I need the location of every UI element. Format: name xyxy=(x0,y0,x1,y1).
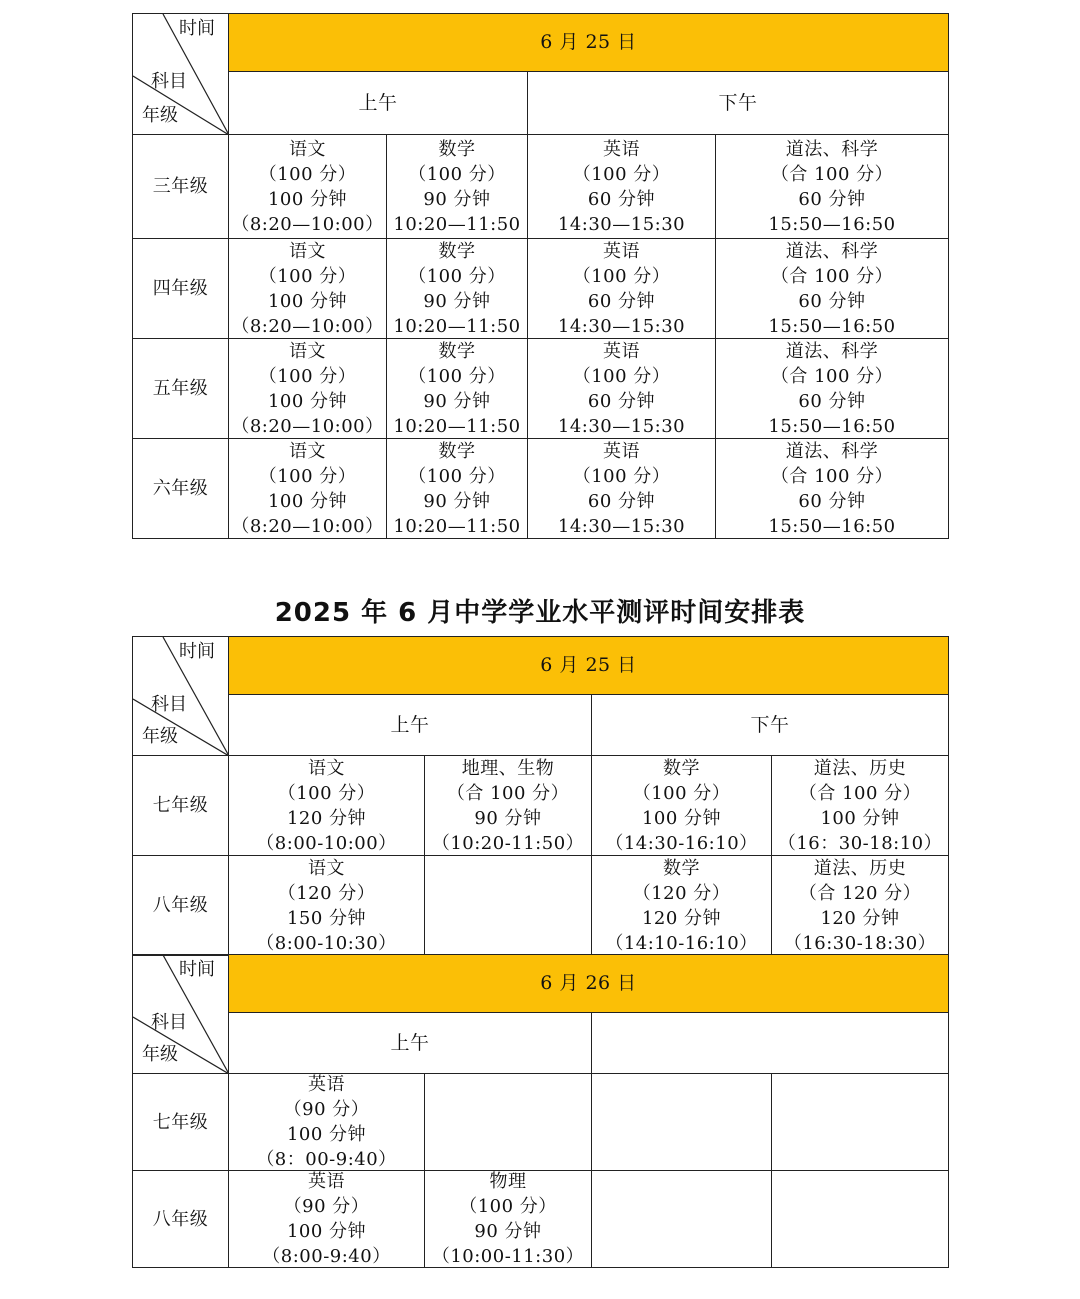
exam-line: 100 分钟 xyxy=(286,1124,367,1145)
exam-line: 14:30—15:30 xyxy=(557,315,686,337)
exam-line: 120 分钟 xyxy=(286,807,367,829)
exam-cell xyxy=(591,1170,772,1268)
exam-line: （合 100 分） xyxy=(770,465,894,487)
exam-line: 100 分钟 xyxy=(820,807,900,829)
exam-line: 道法、科学 xyxy=(785,440,879,462)
corner-grade-label: 年级 xyxy=(142,726,178,747)
date-header-cell: 6 月 25 日 xyxy=(228,636,949,695)
exam-line: 道法、科学 xyxy=(785,340,879,362)
exam-cell xyxy=(771,855,949,956)
corner-header-cell xyxy=(132,636,229,756)
exam-line: 物理 xyxy=(489,1171,527,1192)
grade-cell: 八年级 xyxy=(132,855,229,956)
exam-line: 地理、生物 xyxy=(461,757,555,779)
corner-subject-label: 科目 xyxy=(151,71,187,92)
morning-header-cell: 上午 xyxy=(228,1012,592,1074)
exam-cell xyxy=(424,1073,592,1171)
exam-line: （100 分） xyxy=(408,465,506,487)
exam-line: 道法、科学 xyxy=(785,240,879,262)
exam-line: （100 分） xyxy=(572,265,671,287)
exam-line: 英语 xyxy=(603,440,640,462)
corner-header-cell xyxy=(132,13,229,135)
exam-line: 60 分钟 xyxy=(798,390,866,412)
afternoon-header-cell: 下午 xyxy=(591,694,949,756)
exam-cell xyxy=(527,438,716,539)
corner-subject-label: 科目 xyxy=(151,1012,187,1033)
exam-line: 14:30—15:30 xyxy=(557,515,686,537)
grade-cell: 四年级 xyxy=(132,238,229,339)
exam-line: 道法、历史 xyxy=(813,757,907,779)
grade-cell: 八年级 xyxy=(132,1170,229,1268)
exam-line: （100 分） xyxy=(258,265,357,287)
exam-line: 100 分钟 xyxy=(267,290,348,312)
exam-line: 英语 xyxy=(603,240,640,262)
exam-cell xyxy=(228,1073,425,1171)
exam-cell xyxy=(771,755,949,856)
exam-cell xyxy=(715,238,949,339)
grade-cell: 六年级 xyxy=(132,438,229,539)
exam-line: 数学 xyxy=(663,857,700,879)
exam-cell xyxy=(228,338,387,439)
exam-line: 10:20—11:50 xyxy=(393,213,521,235)
exam-line: 15:50—16:50 xyxy=(768,515,896,537)
exam-line: 英语 xyxy=(603,340,640,362)
exam-line: （100 分） xyxy=(459,1196,557,1217)
exam-line: 90 分钟 xyxy=(474,1221,542,1242)
exam-line: 60 分钟 xyxy=(798,188,866,210)
exam-line: （100 分） xyxy=(258,163,357,185)
corner-grade-label: 年级 xyxy=(142,105,178,126)
corner-subject-label: 科目 xyxy=(151,694,187,715)
exam-line: 英语 xyxy=(308,1074,345,1095)
exam-cell xyxy=(228,855,425,956)
grade-cell: 七年级 xyxy=(132,755,229,856)
exam-line: （8：00-9:40） xyxy=(256,1149,397,1170)
exam-line: 数学 xyxy=(438,440,476,462)
exam-line: （120 分） xyxy=(277,882,376,904)
exam-line: （100 分） xyxy=(258,365,357,387)
exam-cell xyxy=(527,134,716,239)
exam-line: 60 分钟 xyxy=(798,290,866,312)
exam-line: 14:30—15:30 xyxy=(557,415,686,437)
exam-line: （100 分） xyxy=(408,163,506,185)
exam-line: （8:00-10:30） xyxy=(256,932,397,954)
exam-line: 10:20—11:50 xyxy=(393,315,521,337)
afternoon-header-cell: 下午 xyxy=(527,71,949,135)
exam-line: （合 100 分） xyxy=(770,163,894,185)
exam-line: 道法、科学 xyxy=(785,138,879,160)
exam-line: （8:20—10:00） xyxy=(231,213,384,235)
exam-line: （100 分） xyxy=(572,465,671,487)
exam-line: 15:50—16:50 xyxy=(768,315,896,337)
exam-line: （100 分） xyxy=(408,265,506,287)
corner-grade-label: 年级 xyxy=(142,1044,178,1065)
exam-line: 数学 xyxy=(438,138,476,160)
exam-cell xyxy=(527,238,716,339)
exam-cell xyxy=(228,1170,425,1268)
grade-cell: 七年级 xyxy=(132,1073,229,1171)
exam-line: 数学 xyxy=(438,240,476,262)
exam-line: 100 分钟 xyxy=(267,390,348,412)
exam-line: 10:20—11:50 xyxy=(393,415,521,437)
exam-line: （8:20—10:00） xyxy=(231,315,384,337)
exam-line: （8:00-10:00） xyxy=(256,832,397,854)
exam-line: 90 分钟 xyxy=(423,490,491,512)
exam-line: 120 分钟 xyxy=(641,907,722,929)
exam-cell xyxy=(424,855,592,956)
exam-line: （16:30-18:30） xyxy=(783,932,937,954)
exam-line: 60 分钟 xyxy=(587,390,656,412)
exam-line: （合 100 分） xyxy=(446,782,570,804)
exam-line: 10:20—11:50 xyxy=(393,515,521,537)
exam-cell xyxy=(228,134,387,239)
exam-line: （100 分） xyxy=(277,782,376,804)
exam-line: （10:20-11:50） xyxy=(431,832,585,854)
exam-line: 90 分钟 xyxy=(423,188,491,210)
exam-line: （合 100 分） xyxy=(770,365,894,387)
exam-line: 语文 xyxy=(289,340,326,362)
exam-line: 语文 xyxy=(308,857,345,879)
date-header-cell: 6 月 25 日 xyxy=(228,13,949,72)
exam-line: （8:00-9:40） xyxy=(262,1246,391,1267)
exam-cell xyxy=(386,338,528,439)
exam-line: 60 分钟 xyxy=(587,490,656,512)
exam-cell xyxy=(591,755,772,856)
exam-line: （100 分） xyxy=(632,782,731,804)
exam-cell xyxy=(386,238,528,339)
exam-cell xyxy=(715,438,949,539)
exam-line: 数学 xyxy=(663,757,700,779)
morning-header-cell: 上午 xyxy=(228,71,528,135)
exam-line: 数学 xyxy=(438,340,476,362)
exam-line: 英语 xyxy=(603,138,640,160)
exam-cell xyxy=(424,755,592,856)
exam-line: 60 分钟 xyxy=(587,290,656,312)
exam-line: 90 分钟 xyxy=(423,390,491,412)
exam-cell xyxy=(228,238,387,339)
exam-line: （90 分） xyxy=(283,1196,370,1217)
exam-line: 15:50—16:50 xyxy=(768,415,896,437)
exam-line: 语文 xyxy=(308,757,345,779)
exam-line: （100 分） xyxy=(572,365,671,387)
exam-line: 100 分钟 xyxy=(286,1221,367,1242)
exam-line: （16：30-18:10） xyxy=(777,832,943,854)
exam-line: 语文 xyxy=(289,138,326,160)
exam-line: （100 分） xyxy=(408,365,506,387)
exam-line: 道法、历史 xyxy=(813,857,907,879)
exam-line: （14:10-16:10） xyxy=(605,932,758,954)
exam-line: 英语 xyxy=(308,1171,345,1192)
grade-cell: 五年级 xyxy=(132,338,229,439)
exam-line: （10:00-11:30） xyxy=(431,1246,585,1267)
exam-line: （8:20—10:00） xyxy=(231,415,384,437)
exam-line: （90 分） xyxy=(283,1099,370,1120)
exam-line: （合 120 分） xyxy=(798,882,922,904)
exam-cell xyxy=(228,755,425,856)
exam-cell xyxy=(424,1170,592,1268)
exam-cell xyxy=(591,1073,772,1171)
exam-line: 语文 xyxy=(289,440,326,462)
exam-cell xyxy=(715,338,949,439)
exam-line: 60 分钟 xyxy=(798,490,866,512)
exam-cell xyxy=(715,134,949,239)
exam-cell xyxy=(591,855,772,956)
grade-cell: 三年级 xyxy=(132,134,229,239)
exam-cell xyxy=(386,134,528,239)
date-header-cell: 6 月 26 日 xyxy=(228,954,949,1013)
exam-line: （合 100 分） xyxy=(770,265,894,287)
corner-time-label: 时间 xyxy=(179,959,215,980)
exam-line: 15:50—16:50 xyxy=(768,213,896,235)
page-title: 2025 年 6 月中学学业水平测评时间安排表 xyxy=(274,598,806,628)
exam-line: （合 100 分） xyxy=(798,782,922,804)
exam-line: （100 分） xyxy=(572,163,671,185)
exam-line: （8:20—10:00） xyxy=(231,515,384,537)
corner-time-label: 时间 xyxy=(179,641,215,662)
exam-line: 语文 xyxy=(289,240,326,262)
exam-line: 60 分钟 xyxy=(587,188,656,210)
exam-line: 100 分钟 xyxy=(641,807,722,829)
exam-line: （14:30-16:10） xyxy=(605,832,758,854)
exam-line: 100 分钟 xyxy=(267,490,348,512)
exam-cell xyxy=(527,338,716,439)
exam-cell xyxy=(771,1170,949,1268)
exam-line: 14:30—15:30 xyxy=(557,213,686,235)
exam-line: （120 分） xyxy=(632,882,731,904)
exam-cell xyxy=(771,1073,949,1171)
corner-header-cell xyxy=(132,954,229,1074)
afternoon-header-cell xyxy=(591,1012,949,1074)
exam-line: 150 分钟 xyxy=(286,907,367,929)
exam-line: 90 分钟 xyxy=(474,807,542,829)
corner-time-label: 时间 xyxy=(179,18,215,39)
exam-line: 90 分钟 xyxy=(423,290,491,312)
exam-line: 120 分钟 xyxy=(820,907,900,929)
exam-cell xyxy=(386,438,528,539)
exam-line: （100 分） xyxy=(258,465,357,487)
exam-line: 100 分钟 xyxy=(267,188,348,210)
morning-header-cell: 上午 xyxy=(228,694,592,756)
exam-cell xyxy=(228,438,387,539)
